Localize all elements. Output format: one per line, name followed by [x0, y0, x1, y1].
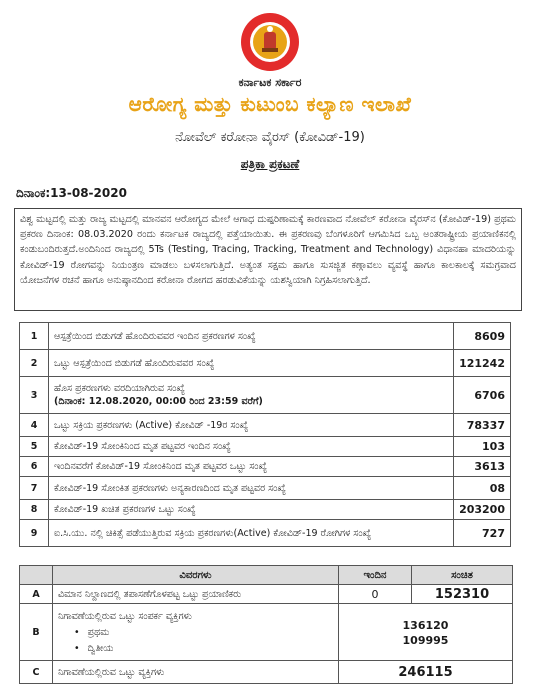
row-description [49, 377, 454, 414]
row-description [53, 604, 339, 661]
row-number: 9 [20, 520, 49, 547]
header-today: ಇಂದಿನ [339, 566, 412, 585]
table-row [20, 500, 511, 520]
row-number: 3 [20, 377, 49, 414]
row-number: 5 [20, 437, 49, 457]
details-row-b [20, 604, 513, 661]
row-description-main: ಹೊಸ ಪ್ರಕರಣಗಳು ವರದಿಯಾಗಿರುವ ಸಂಖ್ಯೆ [54, 383, 185, 394]
table-row [20, 457, 511, 477]
secondary-contacts-value: 109995 [402, 634, 449, 647]
row-value: 3613 [454, 457, 511, 477]
row-value: 08 [454, 477, 511, 500]
row-number: 2 [20, 350, 49, 377]
row-number: 1 [20, 323, 49, 350]
department-title: ಆರೋಗ್ಯ ಮತ್ತು ಕುಟುಂಬ ಕಲ್ಯಾಣ ಇಲಾಖೆ [128, 92, 412, 116]
primary-contacts-label: • ಪ್ರಥಮ [58, 627, 333, 638]
table-row [20, 437, 511, 457]
row-description: ಕೋವಿಡ್-19 ಸೋಂಕಿನಿಂದ ಮೃತ ಪಟ್ಟವರ ಇಂದಿನ ಸಂಖ್ಯೆ [49, 437, 454, 457]
row-description: ಆಸ್ಪತ್ರೆಯಿಂದ ಬಿಡುಗಡೆ ಹೊಂದಿರುವವರ ಇಂದಿನ ಪ್ರಕರಣಗಳ ಸಂಖ್ಯೆ [49, 323, 454, 350]
row-code: C [20, 661, 53, 684]
row-description: ನಿಗಾವಣೆಯಲ್ಲಿರುವ ಒಟ್ಟು ವ್ಯಕ್ತಿಗಳು [53, 661, 339, 684]
row-description: ವಿಮಾನ ನಿಲ್ದಾಣದಲ್ಲಿ ತಪಾಸಣೆಗೊಳಪಟ್ಟ ಒಟ್ಟು ಪ್ರಯಾಣಿಕರು [53, 585, 339, 604]
row-value: 121242 [454, 350, 511, 377]
row-number: 4 [20, 414, 49, 437]
row-value: 78337 [454, 414, 511, 437]
details-row-c [20, 661, 513, 684]
table-row [20, 477, 511, 500]
row-description: ಒಟ್ಟು ಆಸ್ಪತ್ರೆಯಿಂದ ಬಿಡುಗಡೆ ಹೊಂದಿರುವವರ ಸಂಖ್ಯೆ [49, 350, 454, 377]
table-row [20, 323, 511, 350]
header-cumulative: ಸಂಚಿತ [412, 566, 513, 585]
row-today-value: 0 [339, 585, 412, 604]
row-cumulative-value: 246115 [339, 661, 513, 684]
row-description: ಇಂದಿನವರೆಗೆ ಕೋವಿಡ್-19 ಸೋಂಕಿನಿಂದ ಮೃತ ಪಟ್ಟವರ ಒಟ್ಟು ಸಂಖ್ಯೆ [49, 457, 454, 477]
subject-title: ನೋವೆಲ್ ಕರೋನಾ ವೈರಸ್ (ಕೋವಿಡ್-19) [175, 130, 365, 145]
intro-paragraph: ವಿಶ್ವ ಮಟ್ಟದಲ್ಲಿ ಮತ್ತು ರಾಜ್ಯ ಮಟ್ಟದಲ್ಲಿ ಮಾನವನ ಆರೋಗ್ಯದ ಮೇಲೆ ಆಗಾಧ ದುಷ್ಪರಿಣಾಮಕ್ಕೆ ಕಾರಣವಾದ ನೋವೆಲ್ ಕರೋನಾ ವೈರಸ್‌ನ (ಕೋವಿಡ್-19) ಪ್ರಥಮ ಪ್ರಕರಣ ದಿನಾಂಕ: 08.03.2020 ರಂದು ಕರ್ನಾಟಕ ರಾಜ್ಯದಲ್ಲಿ ಪತ್ತೆಯಾಯಿತು. ಈ ಪ್ರಕರಣವು ಬೆಂಗಳೂರಿಗೆ ಆಗಮಿಸಿದ ಒಬ್ಬ ಅಂತರಾಷ್ಟ್ರೀಯ ಪ್ರಯಾಣಿಕನಲ್ಲಿ ಕಂಡುಬಂದಿರುತ್ತದೆ.ಅಂದಿನಿಂದ ರಾಜ್ಯದಲ್ಲಿ 5Ts (Testing, Tracing, Tracking, Treatment and Technology) ವಿಧಾನಹಾ ಮಾದರಿಯನ್ನು ಕೋವಿಡ್-19 ರೋಗವನ್ನು ನಿಯಂತ್ರಣ ಮಾಡಲು ಬಳಸಲಾಗುತ್ತಿದೆ. ಅತ್ಯಂತ ಸಕ್ಷಮ ಹಾಗೂ ಸುಸಜ್ಜಿತ ಕಣ್ಗಾವಲು ವ್ಯವಸ್ಥೆ ಹಾಗೂ ಕಾಲಕಾಲಕ್ಕೆ ಸಮಗ್ರವಾದ ಯೋಜನೆಗಳ ರಚನೆ ಹಾಗೂ ಅನುಷ್ಠಾನದಿಂದ ಕರೋನಾ ರೋಗದ ಹರಡುವಿಕೆಯನ್ನು ಯಶಸ್ವಿಯಾಗಿ ನಿಗ್ರಹಿಸಲಾಗುತ್ತಿದೆ. [14, 208, 522, 311]
row-description-date-range: (ದಿನಾಂಕ: 12.08.2020, 00:00 ರಿಂದ 23:59 ವರೆಗೆ) [54, 396, 263, 407]
row-description-main: ನಿಗಾವಣೆಯಲ್ಲಿರುವ ಒಟ್ಟು ಸಂಪರ್ಕ ವ್ಯಕ್ತಿಗಳು [58, 610, 192, 622]
row-code: B [20, 604, 53, 661]
details-row-a [20, 585, 513, 604]
statistics-table [19, 322, 511, 547]
row-description: ಕೋವಿಡ್-19 ಸೋಂಕಿತ ಪ್ರಕರಣಗಳು ಅನ್ಯಕಾರಣದಿಂದ ಮೃತ ಪಟ್ಟವರ ಸಂಖ್ಯೆ [49, 477, 454, 500]
secondary-contacts-label: • ದ್ವಿತೀಯ [58, 643, 333, 654]
header-code-column [20, 566, 53, 585]
row-value: 6706 [454, 377, 511, 414]
primary-contacts-value: 136120 [402, 619, 449, 632]
row-number: 8 [20, 500, 49, 520]
row-code: A [20, 585, 53, 604]
row-value: 8609 [454, 323, 511, 350]
table-row [20, 520, 511, 547]
header-details: ವಿವರಗಳು [53, 566, 339, 585]
row-value: 727 [454, 520, 511, 547]
release-date: ದಿನಾಂಕ:13-08-2020 [16, 186, 127, 200]
karnataka-government-seal-icon [240, 12, 300, 72]
press-release-heading: ಪತ್ರಿಕಾ ಪ್ರಕಟಣೆ [240, 157, 300, 171]
row-description: ಐ.ಸಿ.ಯು. ನಲ್ಲಿ ಚಿಕಿತ್ಸೆ ಪಡೆಯುತ್ತಿರುವ ಸಕ್ರಿಯ ಪ್ರಕರಣಗಳು(Active) ಕೋವಿಡ್-19 ರೋಗಿಗಳ ಸಂಖ್ಯೆ [49, 520, 454, 547]
row-value: 203200 [454, 500, 511, 520]
row-value: 103 [454, 437, 511, 457]
government-name: ಕರ್ನಾಟಕ ಸರ್ಕಾರ [238, 76, 302, 89]
row-number: 7 [20, 477, 49, 500]
details-header-row [20, 566, 513, 585]
contacts-values [339, 604, 513, 661]
table-row [20, 350, 511, 377]
row-cumulative-value: 152310 [412, 585, 513, 604]
table-row [20, 414, 511, 437]
row-number: 6 [20, 457, 49, 477]
row-description: ಕೋವಿಡ್-19 ಖಚಿತ ಪ್ರಕರಣಗಳ ಒಟ್ಟು ಸಂಖ್ಯೆ [49, 500, 454, 520]
details-table [19, 565, 513, 684]
row-description: ಒಟ್ಟು ಸಕ್ರಿಯ ಪ್ರಕರಣಗಳು (Active) ಕೋವಿಡ್ -19ರ ಸಂಖ್ಯೆ [49, 414, 454, 437]
table-row [20, 377, 511, 414]
